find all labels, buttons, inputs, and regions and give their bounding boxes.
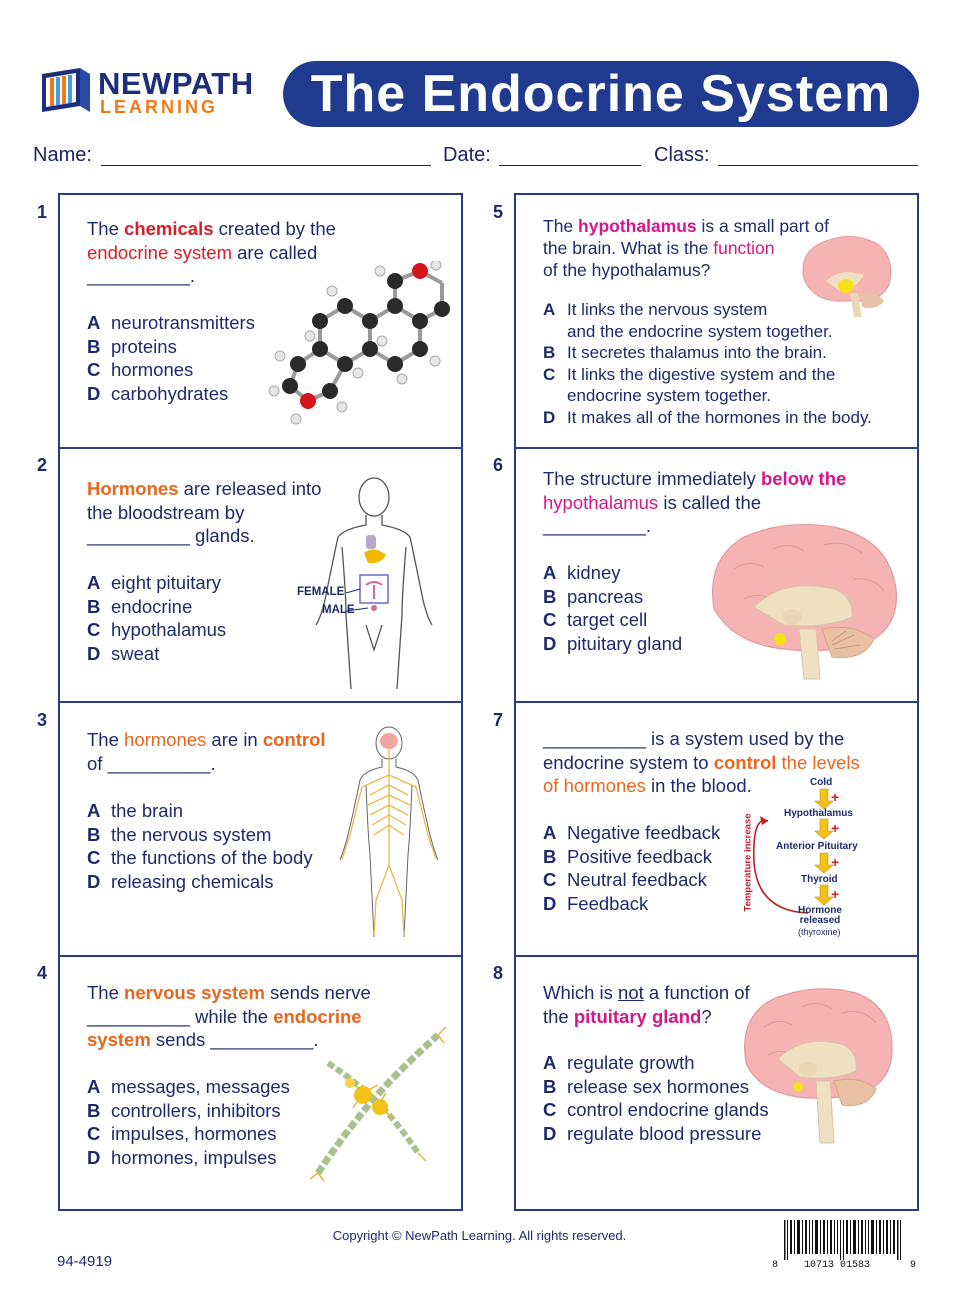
barcode-digit-left: 8 bbox=[772, 1260, 779, 1271]
brain-illustration bbox=[704, 519, 904, 684]
temperature-increase-label: Temperature increase bbox=[742, 813, 754, 912]
question-text: The hypothalamus is a small part of the brain. What is the function of the hypothalamus? bbox=[543, 216, 829, 280]
answer-option-c[interactable]: C impulses, hormones bbox=[87, 1123, 277, 1144]
answer-option-a[interactable]: A the brain bbox=[87, 800, 183, 821]
answer-option-b[interactable]: B the nervous system bbox=[87, 823, 272, 845]
date-field[interactable] bbox=[499, 165, 641, 166]
question-card-1 bbox=[58, 193, 463, 449]
class-field[interactable] bbox=[718, 165, 918, 166]
barcode bbox=[770, 1220, 920, 1275]
question-card-2 bbox=[58, 447, 463, 703]
answer-options bbox=[87, 311, 255, 405]
page-title: The Endocrine System bbox=[283, 61, 919, 127]
answer-option-a[interactable]: A regulate growth bbox=[543, 1052, 695, 1073]
product-code: 94-4919 bbox=[57, 1253, 113, 1270]
answer-option-b[interactable]: B endocrine bbox=[87, 595, 193, 617]
hormone-released-label: Hormone released bbox=[798, 905, 842, 926]
answer-options bbox=[543, 821, 720, 915]
answer-option-c[interactable]: C hormones bbox=[87, 359, 194, 380]
answer-option-d[interactable]: D Feedback bbox=[543, 892, 649, 914]
plus-sign: + bbox=[831, 886, 840, 902]
female-label: FEMALE bbox=[297, 586, 345, 598]
answer-option-c[interactable]: C control endocrine glands bbox=[543, 1099, 769, 1120]
question-text: Which is not a function of the pituitary gland? bbox=[543, 982, 750, 1027]
question-text: The chemicals created by the endocrine system are called __________. bbox=[87, 218, 336, 286]
question-card-4 bbox=[58, 955, 463, 1211]
cold-label: Cold bbox=[810, 777, 833, 788]
feedback-loop-diagram bbox=[738, 775, 908, 945]
question-text: __________ is a system used by the endocrine system to control the levels of hormones in the blood. bbox=[543, 728, 860, 796]
question-number: 1 bbox=[37, 202, 48, 222]
thyroid-label: Thyroid bbox=[801, 874, 838, 885]
barcode-digit-right: 9 bbox=[910, 1260, 917, 1271]
answer-option-a[interactable]: A It links the nervous system and the endocrine system together. bbox=[543, 300, 833, 341]
question-text: The hormones are in control of __________. bbox=[87, 729, 326, 774]
hypothalamus-label: Hypothalamus bbox=[784, 808, 853, 819]
answer-options bbox=[543, 561, 682, 655]
answer-option-b[interactable]: B It secretes thalamus into the brain. bbox=[543, 343, 827, 362]
barcode-digits: 10713 01583 bbox=[804, 1260, 871, 1271]
answer-option-d[interactable]: D pituitary gland bbox=[543, 632, 683, 654]
newpath-logo bbox=[40, 66, 270, 120]
anterior-pituitary-label: Anterior Pituitary bbox=[776, 841, 858, 852]
question-text: Hormones are released into the bloodstream by __________ glands. bbox=[87, 478, 322, 546]
answer-option-a[interactable]: A messages, messages bbox=[87, 1076, 290, 1097]
student-info-fields bbox=[33, 144, 923, 170]
answer-option-c[interactable]: C the functions of the body bbox=[87, 847, 313, 868]
logo-text-newpath: NEWPATH bbox=[98, 66, 254, 101]
answer-option-b[interactable]: B Positive feedback bbox=[543, 845, 713, 867]
answer-options bbox=[87, 571, 226, 665]
question-card-7 bbox=[514, 701, 919, 957]
answer-option-a[interactable]: A Negative feedback bbox=[543, 822, 721, 843]
answer-option-b[interactable]: B release sex hormones bbox=[543, 1075, 750, 1097]
question-number: 8 bbox=[493, 963, 504, 983]
question-number: 7 bbox=[493, 710, 504, 730]
answer-option-d[interactable]: D releasing chemicals bbox=[87, 870, 274, 892]
answer-options bbox=[87, 799, 313, 893]
answer-option-b[interactable]: B pancreas bbox=[543, 585, 644, 607]
date-label: Date: bbox=[443, 144, 491, 166]
copyright-notice: Copyright © NewPath Learning. All rights reserved. bbox=[332, 1228, 627, 1243]
answer-options bbox=[543, 299, 903, 428]
name-field[interactable] bbox=[101, 165, 431, 166]
human-body-illustration bbox=[296, 475, 446, 691]
answer-option-d[interactable]: D hormones, impulses bbox=[87, 1146, 277, 1168]
question-number: 5 bbox=[493, 202, 504, 222]
barcode-bars bbox=[770, 1220, 920, 1260]
neuron-illustration bbox=[308, 1023, 448, 1183]
question-card-3 bbox=[58, 701, 463, 957]
plus-sign: + bbox=[831, 854, 840, 870]
answer-options bbox=[543, 1051, 769, 1145]
nervous-system-illustration bbox=[334, 725, 444, 940]
answer-option-c[interactable]: C target cell bbox=[543, 609, 648, 630]
answer-option-d[interactable]: D It makes all of the hormones in the body. bbox=[543, 407, 872, 427]
answer-option-d[interactable]: D sweat bbox=[87, 642, 160, 664]
question-number: 2 bbox=[37, 455, 48, 475]
answer-option-c[interactable]: C hypothalamus bbox=[87, 619, 227, 640]
name-label: Name: bbox=[33, 144, 92, 166]
question-card-8 bbox=[514, 955, 919, 1211]
answer-option-c[interactable]: C Neutral feedback bbox=[543, 869, 707, 890]
question-text: The nervous system sends nerve __________ while the endocrine system sends __________. bbox=[87, 982, 371, 1050]
plus-sign: + bbox=[831, 789, 840, 805]
question-number: 4 bbox=[37, 963, 48, 983]
thyroxine-label: (thyroxine) bbox=[798, 927, 841, 937]
answer-option-a[interactable]: A eight pituitary bbox=[87, 572, 222, 593]
answer-option-d[interactable]: D carbohydrates bbox=[87, 382, 229, 404]
answer-option-a[interactable]: A neurotransmitters bbox=[87, 312, 255, 333]
male-label: MALE bbox=[322, 604, 355, 616]
answer-option-b[interactable]: B proteins bbox=[87, 335, 177, 357]
molecule-illustration bbox=[260, 261, 450, 431]
answer-option-c[interactable]: C It links the digestive system and the endocrine system together. bbox=[543, 364, 836, 405]
question-text: The structure immediately below the hypothalamus is called the __________. bbox=[543, 468, 847, 536]
question-card-6 bbox=[514, 447, 919, 703]
answer-option-a[interactable]: A kidney bbox=[543, 562, 621, 583]
question-card-5 bbox=[514, 193, 919, 449]
books-icon bbox=[40, 66, 94, 118]
question-number: 3 bbox=[37, 710, 48, 730]
question-number: 6 bbox=[493, 455, 504, 475]
answer-options bbox=[87, 1075, 290, 1169]
plus-sign: + bbox=[831, 820, 840, 836]
logo-text-learning: LEARNING bbox=[100, 97, 218, 117]
answer-option-b[interactable]: B controllers, inhibitors bbox=[87, 1099, 281, 1121]
class-label: Class: bbox=[654, 144, 710, 166]
answer-option-d[interactable]: D regulate blood pressure bbox=[543, 1122, 762, 1144]
